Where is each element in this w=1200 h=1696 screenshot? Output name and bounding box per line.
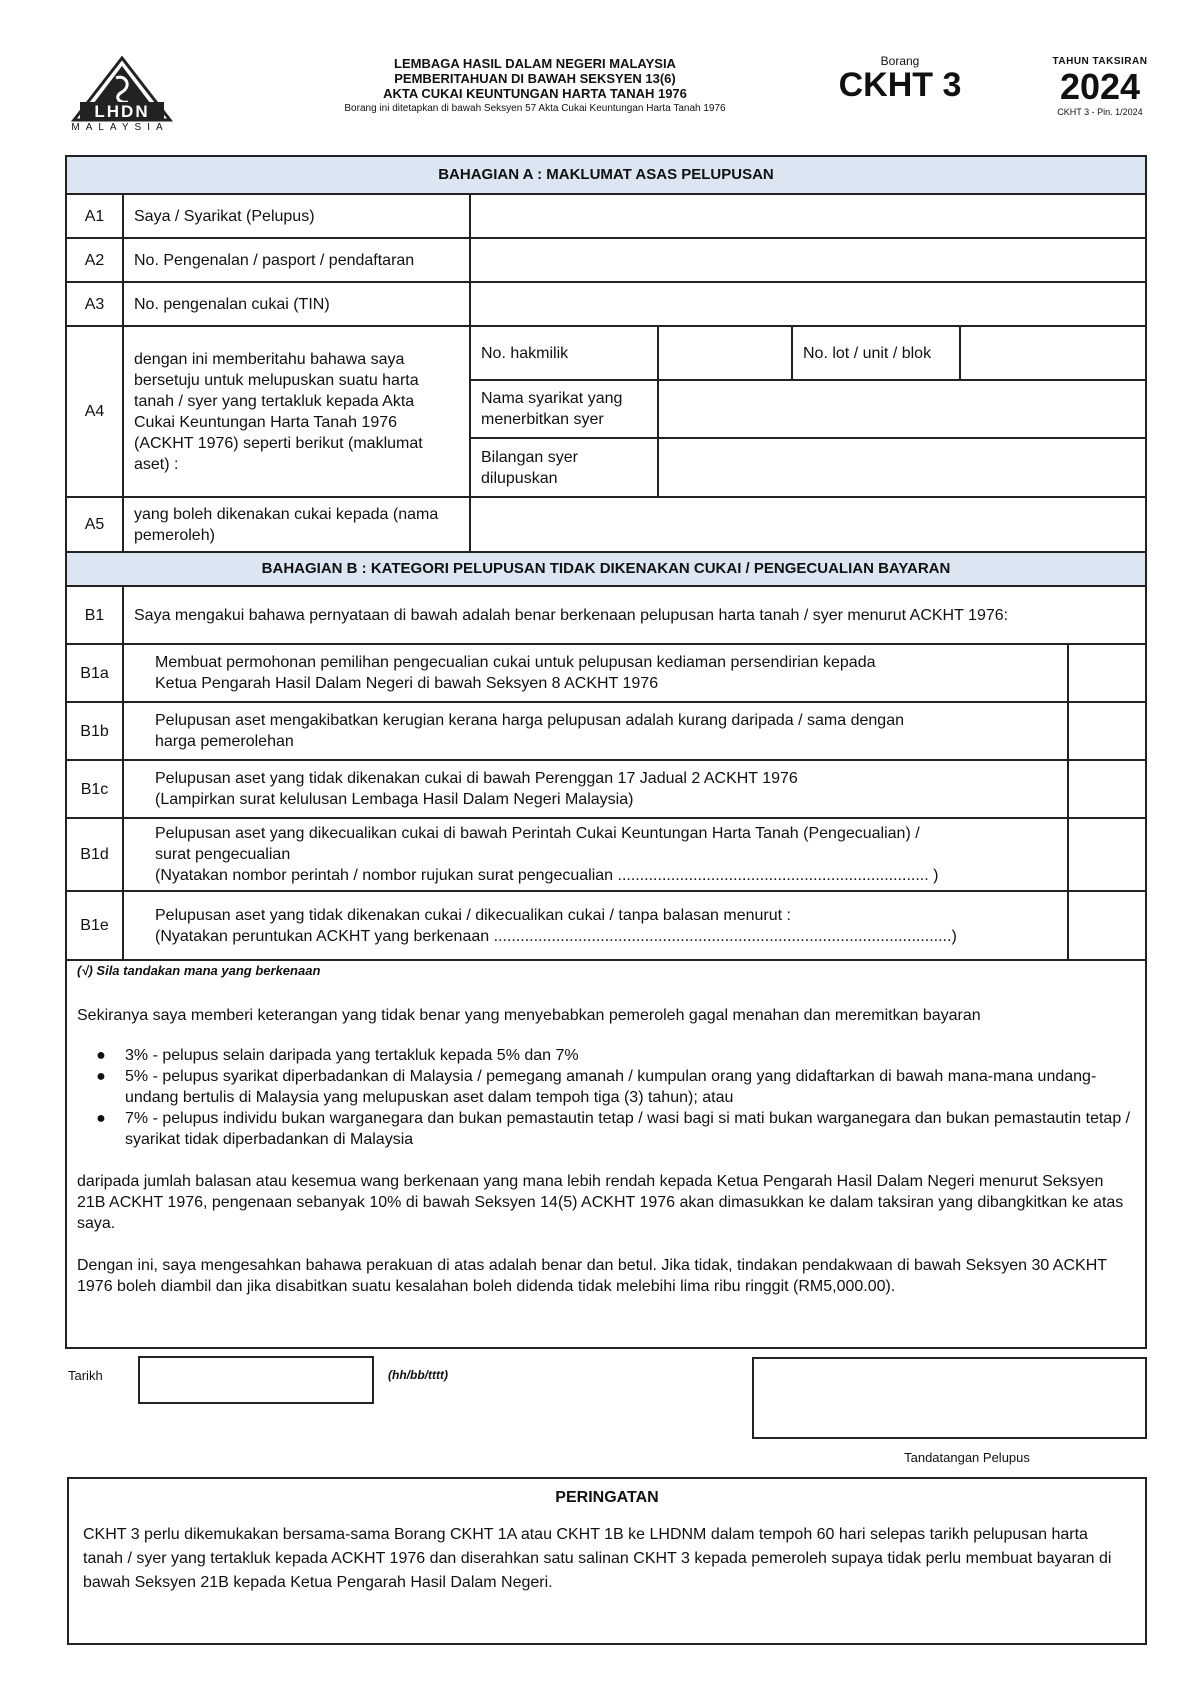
form-prescription: Borang ini ditetapkan di bawah Seksyen 57 Akta Cukai Keuntungan Harta Tanah 1976 [344, 103, 726, 114]
a4-code: A4 [84, 403, 105, 420]
bullet-text: 5% - pelupus syarikat diperbadankan di Malaysia / pemegang amanah / kumpulan orang yang didaftarkan di bawah mana-mana undang-undang bertulis di Malaysia yang melupuskan aset dalam tempoh tiga (3) tahun); atau [125, 1068, 1097, 1106]
a5-code: A5 [84, 516, 105, 533]
a1-input[interactable] [471, 195, 1145, 237]
header-titles [310, 56, 760, 117]
section-a-title: BAHAGIAN A : MAKLUMAT ASAS PELUPUSAN [67, 157, 1145, 195]
a4-label: dengan ini memberitahu bahawa saya bersetuju untuk melupuskan suatu harta tanah / syer yang tertakluk kepada Akta Cukai Keuntungan Harta Tanah 1976 (ACKHT 1976) seperti berikut (maklumat aset) : [134, 350, 423, 473]
b1a-text [155, 645, 1061, 701]
a2-input[interactable] [471, 239, 1145, 281]
a2-code: A2 [84, 251, 105, 269]
a5-input[interactable] [471, 498, 1145, 551]
bullet-dot-icon: ● [96, 1110, 106, 1127]
b1c-checkbox[interactable] [1069, 761, 1145, 817]
hakmilik-input[interactable] [659, 327, 791, 379]
b1a-code: B1a [80, 664, 109, 682]
peringatan-box [67, 1477, 1147, 1645]
b1d-line2: surat pengecualian [155, 846, 291, 863]
a1-code: A1 [84, 207, 105, 225]
peringatan-body: CKHT 3 perlu dikemukakan bersama-sama Borang CKHT 1A atau CKHT 1B ke LHDNM dalam tempoh 60 hari selepas tarikh pelupusan harta tanah / syer yang tertakluk kepada ACKHT 1976 dan diserahkan satu salinan CKHT 3 kepada pemeroleh supaya tidak perlu membuat bayaran di bawah Seksyen 21B kepada Ketua Pengarah Hasil Dalam Negeri. [83, 1526, 1112, 1591]
peringatan-title: PERINGATAN [555, 1489, 659, 1506]
hakmilik-label: No. hakmilik [481, 344, 569, 362]
form-code-block [830, 54, 970, 102]
b1e-checkbox[interactable] [1069, 892, 1145, 959]
nama-syarikat-label: Nama syarikat yang menerbitkan syer [481, 390, 623, 428]
assessment-year-block [1040, 56, 1160, 117]
a3-input[interactable] [471, 283, 1145, 325]
b1d-text [155, 819, 1061, 890]
form-header [60, 50, 1160, 150]
agency-name: LEMBAGA HASIL DALAM NEGERI MALAYSIA [394, 56, 676, 71]
b1-code: B1 [84, 606, 105, 624]
declaration-para1: Sekiranya saya memberi keterangan yang tidak benar yang menyebabkan pemeroleh gagal menahan dan meremitkan bayaran [77, 1007, 981, 1024]
b1a-line1: Membuat permohonan pemilihan pengecualian cukai untuk pelupusan kediaman persendirian kepada [155, 654, 876, 671]
tahun-label: TAHUN TAKSIRAN [1052, 56, 1148, 67]
bullet-item [77, 1066, 1137, 1108]
tarikh-label: Tarikh [68, 1368, 103, 1383]
tarikh-input[interactable] [138, 1356, 374, 1404]
act-title: AKTA CUKAI KEUNTUNGAN HARTA TANAH 1976 [383, 86, 687, 101]
tick-note: (√) Sila tandakan mana yang berkenaan [77, 963, 321, 978]
b1e-line1: Pelupusan aset yang tidak dikenakan cukai / dikecualikan cukai / tanpa balasan menurut : [155, 906, 791, 924]
tahun-value: 2024 [1059, 66, 1141, 107]
bilangan-label: Bilangan syer dilupuskan [481, 448, 578, 487]
nama-syarikat-input[interactable] [659, 381, 1145, 437]
bullet-item [77, 1045, 1137, 1066]
b1-label: Saya mengakui bahawa pernyataan di bawah adalah benar berkenaan pelupusan harta tanah / syer menurut ACKHT 1976: [134, 606, 1009, 624]
b1b-line2: harga pemerolehan [155, 733, 294, 750]
lot-input[interactable] [961, 327, 1145, 379]
declaration-para2: daripada jumlah balasan atau kesemua wang berkenaan yang mana lebih rendah kepada Ketua Pengarah Hasil Dalam Negeri menurut Seksyen 21B ACKHT 1976, pengenaan sebanyak 10% di bawah Seksyen 14(5) ACKHT 1976 akan dimasukkan ke dalam taksiran yang dibangkitkan ke atas saya. [77, 1173, 1124, 1232]
b1b-line1: Pelupusan aset mengakibatkan kerugian kerana harga pelupusan adalah kurang daripada / sama dengan [155, 712, 904, 729]
b1a-line2: Ketua Pengarah Hasil Dalam Negeri di bawah Seksyen 8 ACKHT 1976 [155, 675, 659, 692]
bullet-item [77, 1108, 1137, 1150]
b1a-checkbox[interactable] [1069, 645, 1145, 701]
a2-label: No. Pengenalan / pasport / pendaftaran [134, 251, 415, 269]
b1b-text [155, 703, 1061, 759]
bullet-text: 7% - pelupus individu bukan warganegara dan bukan pemastautin tetap / wasi bagi si mati bukan warganegara dan bukan pemastautin tetap / syarikat tidak diperbadankan di Malaysia [125, 1110, 1131, 1148]
svg-text:LHDN: LHDN [94, 102, 150, 121]
b1b-code: B1b [80, 722, 109, 740]
rate-bullets [77, 1045, 1137, 1150]
notice-title: PEMBERITAHUAN DI BAWAH SEKSYEN 13(6) [394, 71, 676, 86]
b1e-code: B1e [80, 917, 109, 934]
bullet-text: 3% - pelupus selain daripada yang tertakluk kepada 5% dan 7% [125, 1047, 579, 1064]
b1e-line2: (Nyatakan peruntukan ACKHT yang berkenaan .......................................................................................................) [155, 927, 957, 945]
b1d-checkbox[interactable] [1069, 819, 1145, 890]
signature-box[interactable] [752, 1357, 1147, 1439]
b1d-line1: Pelupusan aset yang dikecualikan cukai di bawah Perintah Cukai Keuntungan Harta Tanah (Pengecualian) / [155, 825, 920, 842]
b1c-text [155, 761, 1061, 817]
b1d-line3: (Nyatakan nombor perintah / nombor rujukan surat pengecualian ...................................................................... ) [155, 867, 939, 884]
b1e-text [155, 892, 1061, 959]
bullet-dot-icon: ● [96, 1068, 106, 1085]
a3-code: A3 [84, 295, 105, 313]
borang-code: CKHT 3 [838, 66, 962, 104]
main-form [65, 155, 1147, 1349]
borang-label: Borang [880, 54, 920, 68]
lot-label: No. lot / unit / blok [803, 344, 932, 362]
a1-label: Saya / Syarikat (Pelupus) [134, 207, 315, 225]
b1b-checkbox[interactable] [1069, 703, 1145, 759]
signature-label: Tandatangan Pelupus [904, 1450, 1030, 1465]
b1d-code: B1d [80, 846, 109, 863]
bilangan-input[interactable] [659, 439, 1145, 496]
section-b-title: BAHAGIAN B : KATEGORI PELUPUSAN TIDAK DIKENAKAN CUKAI / PENGECUALIAN BAYARAN [67, 553, 1145, 587]
form-version: CKHT 3 - Pin. 1/2024 [1057, 107, 1143, 117]
logo-subtitle: MALAYSIA [71, 122, 169, 133]
b1c-code: B1c [80, 780, 109, 798]
tarikh-format: (hh/bb/tttt) [388, 1368, 448, 1382]
b1c-line1: Pelupusan aset yang tidak dikenakan cukai di bawah Perenggan 17 Jadual 2 ACKHT 1976 [155, 770, 798, 787]
a3-label: No. pengenalan cukai (TIN) [134, 295, 330, 313]
b1c-line2: (Lampirkan surat kelulusan Lembaga Hasil Dalam Negeri Malaysia) [155, 791, 634, 808]
declaration-para3: Dengan ini, saya mengesahkan bahawa perakuan di atas adalah benar dan betul. Jika tidak, tindakan pendakwaan di bawah Seksyen 30 ACKHT 1976 boleh diambil dan jika disabitkan suatu kesalahan boleh didenda tidak melebihi lima ribu ringgit (RM5,000.00). [77, 1257, 1107, 1295]
bullet-dot-icon: ● [96, 1047, 106, 1064]
a5-label: yang boleh dikenakan cukai kepada (nama pemeroleh) [134, 505, 439, 544]
